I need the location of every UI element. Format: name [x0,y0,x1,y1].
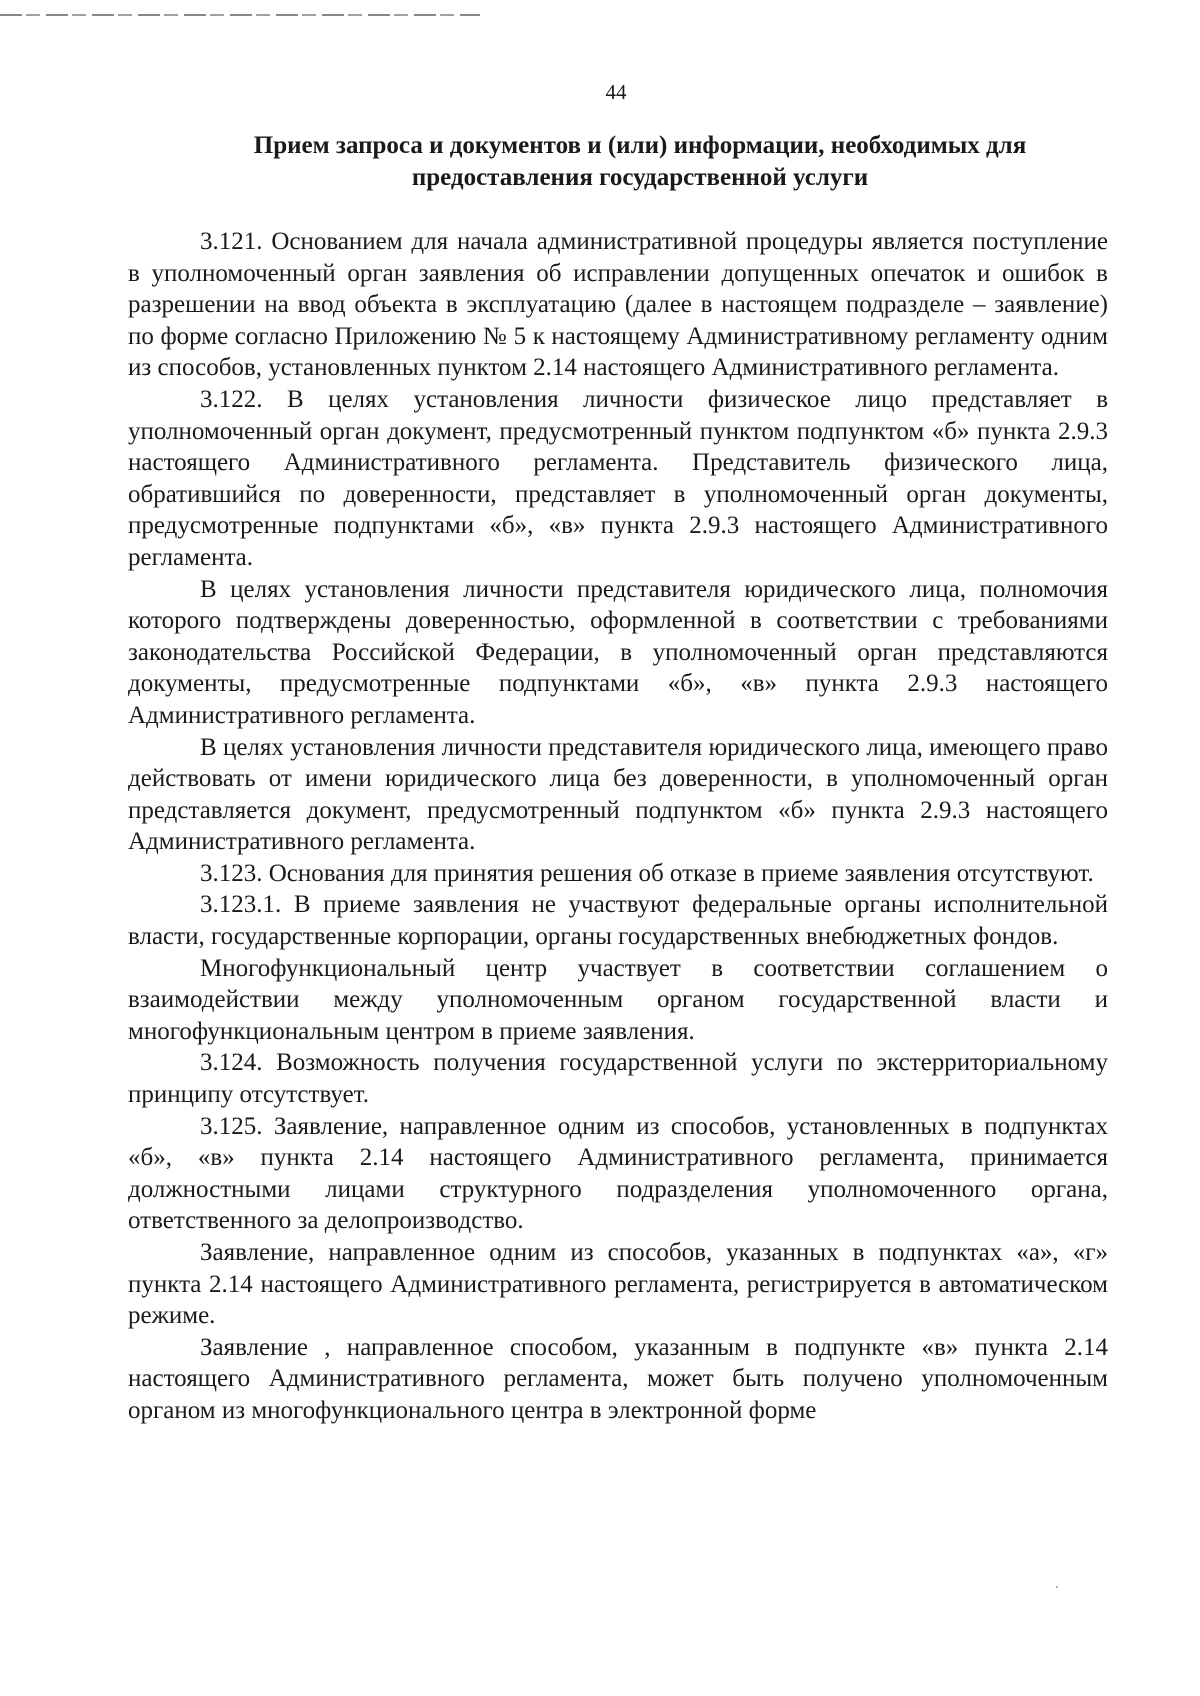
paragraph-mfc-participation: Многофункциональный центр участвует в соответствии соглашением о взаимодействии между уполномоченным органом государственной власти и многофункциональным центром в приеме заявления. [128,954,1108,1045]
paragraph-representative-without-proxy: В целях установления личности представителя юридического лица, имеющего право действовать от имени юридического лица без доверенности, в уполномоченный орган представляется документ, предусмотренный подпунктом «б» пункта 2.9.3 настоящего Административного регламента. [128,733,1108,856]
paragraph-3-121: 3.121. Основанием для начала административной процедуры является поступление в уполномоченный орган заявления об исправлении допущенных опечаток и ошибок в разрешении на ввод объекта в эксплуатацию (далее в настоящем подразделе – заявление) по форме согласно Приложению № 5 к настоящему Административному регламенту одним из способов, установленных пунктом 2.14 настоящего Административного регламента. [128,228,1108,382]
scan-speck [1056,1586,1058,1588]
paragraph-representative-by-proxy: В целях установления личности представителя юридического лица, полномочия которого подтверждены доверенностью, оформленной в соответствии с требованиями законодательства Российской Федерации, в уполномоченный орган представляются документы, предусмотренные подпунктами «б», «в» пункта 2.9.3 настоящего Административного регламента. [128,575,1108,729]
section-heading [190,130,1090,194]
document-body [128,226,1108,1427]
scan-artifact-line [0,14,480,16]
paragraph-mfc-electronic-form: Заявление , направленное способом, указанным в подпункте «в» пункта 2.14 настоящего Административного регламента, может быть получено уполномоченным органом из многофункционального центра в электронной форме [128,1333,1108,1424]
paragraph-3-122: 3.122. В целях установления личности физическое лицо представляет в уполномоченный орган документ, предусмотренный пунктом подпунктом «б» пункта 2.9.3 настоящего Административного регламента. Представитель физического лица, обратившийся по доверенности, представляет в уполномоченный орган документы, предусмотренные подпунктами «б», «в» пункта 2.9.3 настоящего Административного регламента. [128,385,1108,571]
paragraph-3-123: 3.123. Основания для принятия решения об отказе в приеме заявления отсутствуют. [200,859,1094,887]
section-heading-line-2: предоставления государственной услуги [411,164,869,191]
page-number: 44 [605,80,627,104]
paragraph-automatic-registration: Заявление, направленное одним из способов, указанных в подпунктах «а», «г» пункта 2.14 настоящего Административного регламента, регистрируется в автоматическом режиме. [128,1239,1108,1330]
paragraph-3-125: 3.125. Заявление, направленное одним из способов, установленных в подпунктах «б», «в» пункта 2.14 настоящего Административного регламента, принимается должностными лицами структурного подразделения уполномоченного органа, ответственного за делопроизводство. [128,1112,1108,1235]
paragraph-3-124: 3.124. Возможность получения государственной услуги по экстерриториальному принципу отсутствует. [128,1049,1108,1109]
section-heading-line-1: Прием запроса и документов и (или) информации, необходимых для [253,132,1027,159]
paragraph-3-123-1: 3.123.1. В приеме заявления не участвуют федеральные органы исполнительной власти, государственные корпорации, органы государственных внебюджетных фондов. [128,891,1108,951]
